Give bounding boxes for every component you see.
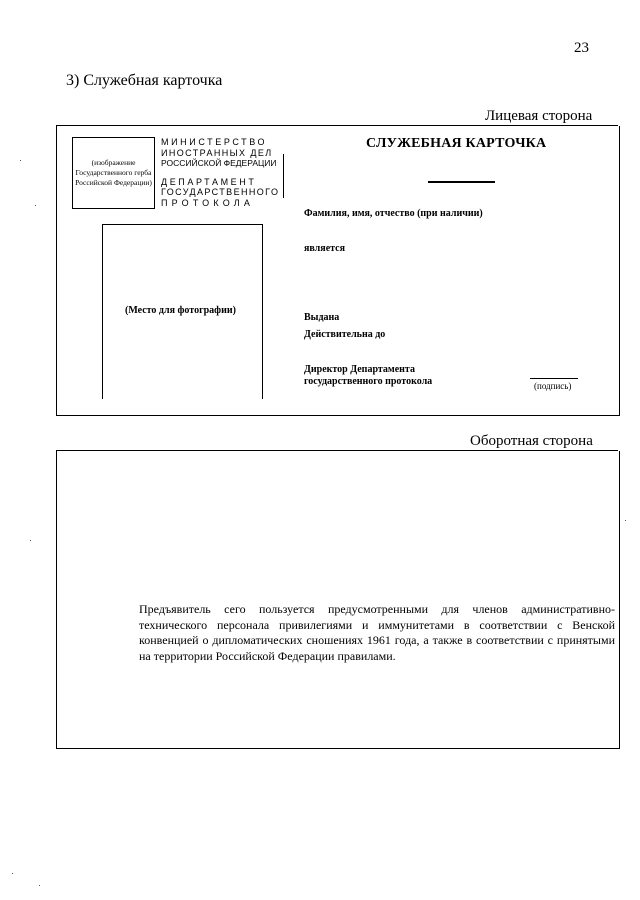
card-title: СЛУЖЕБНАЯ КАРТОЧКА bbox=[366, 136, 547, 151]
section-heading: 3) Служебная карточка bbox=[66, 72, 223, 89]
issued-field-label: Выдана bbox=[304, 312, 340, 323]
signature-line bbox=[530, 378, 578, 379]
ministry-divider bbox=[283, 154, 284, 198]
valid-until-field-label: Действительна до bbox=[304, 329, 386, 340]
emblem-placeholder-box bbox=[72, 137, 155, 209]
front-side-title: Лицевая сторона bbox=[485, 108, 593, 124]
back-side-title: Оборотная сторона bbox=[470, 433, 593, 449]
ministry-line-3: РОССИЙСКОЙ ФЕДЕРАЦИИ bbox=[161, 158, 277, 168]
card-title-underline bbox=[428, 181, 495, 183]
signature-label: (подпись) bbox=[534, 381, 572, 391]
department-line-2: ГОСУДАРСТВЕННОГО bbox=[161, 187, 280, 197]
director-line-2: государственного протокола bbox=[304, 376, 433, 387]
back-side-text: Предъявитель сего пользуется предусмотренными для членов административно-технического персонала привилегиями и иммунитетами в соответствии с Венской конвенцией о дипломатических сношениях 1961 года, а также в соответствии с принятыми на территории Российской Федерации правилами. bbox=[139, 602, 615, 663]
card-back-frame bbox=[56, 451, 620, 749]
director-line-1: Директор Департамента bbox=[304, 364, 415, 375]
ministry-line-1: МИНИСТЕРСТВО bbox=[161, 137, 268, 147]
department-line-3: ПРОТОКОЛА bbox=[161, 197, 255, 208]
emblem-placeholder-text: (изображение Государственного герба Российской Федерации) bbox=[75, 158, 152, 187]
ministry-line-2: ИНОСТРАННЫХ ДЕЛ bbox=[161, 147, 273, 158]
ministry-header bbox=[161, 137, 283, 208]
is-field-label: является bbox=[304, 243, 346, 254]
page-number: 23 bbox=[574, 40, 589, 56]
department-line-1: ДЕПАРТАМЕНТ bbox=[161, 176, 257, 187]
director-title bbox=[304, 364, 432, 388]
full-name-field-label: Фамилия, имя, отчество (при наличии) bbox=[304, 208, 483, 219]
photo-placeholder-label: (Место для фотографии) bbox=[125, 305, 236, 316]
